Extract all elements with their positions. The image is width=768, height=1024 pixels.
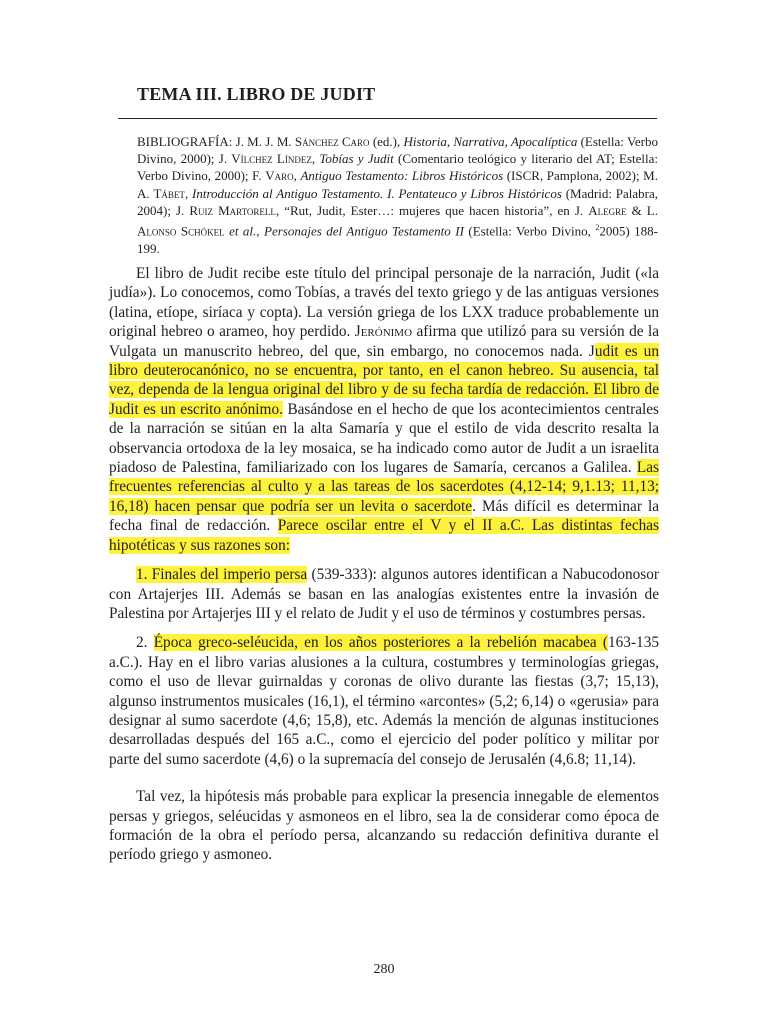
biblio-text: , xyxy=(184,185,193,201)
biblio-text: (Madrid: Palabra, 2004); J. xyxy=(137,185,659,218)
biblio-text: 2005) 188-199. xyxy=(137,223,658,256)
biblio-text: (Comentario teológico y literario del AT; Estella: Verbo Divino, 2000); F. xyxy=(137,151,659,184)
title-divider xyxy=(118,118,657,119)
biblio-author: Ruiz Martorell xyxy=(189,202,276,218)
page-number: 280 xyxy=(373,962,395,977)
biblio-text: & L. xyxy=(626,202,659,218)
biblio-author: Varo xyxy=(265,168,294,184)
biblio-author: Tábet xyxy=(153,185,185,201)
bibliography-label: BIBLIOGRAFÍA: xyxy=(137,134,233,149)
body-text: Basándose en el hecho de que los acontecimientos centrales de la narración se sitúan en la alta Samaría y que el estilo de vida descrito resalta la observancia ortodoxa de la ley mosaica, se ha indicado como autor de Judit a un israelita piadoso de Palestina, familiarizado con los lugares de Samaría, cercanos a Galilea. xyxy=(109,400,660,477)
main-text xyxy=(109,264,659,865)
biblio-author: Alegre xyxy=(588,202,627,218)
author-name: Jerónimo xyxy=(354,323,413,341)
biblio-text: , “Rut, Judit, Ester…: mujeres que hacen historia”, en J. xyxy=(275,202,589,218)
chapter-title: TEMA III. LIBRO DE JUDIT xyxy=(137,84,376,104)
highlighted-text: Las frecuentes referencias al culto y a las tareas de los sacerdotes (4,12-14; 9,1.13; 11,13; 16,18) hacen pensar que podría ser un levita o sacerdote xyxy=(109,459,659,515)
paragraph-hypothesis-1 xyxy=(109,565,659,623)
biblio-author: Alonso Schökel xyxy=(137,223,225,239)
biblio-text: , xyxy=(256,223,265,239)
biblio-text: , xyxy=(311,151,320,167)
body-text: 2. xyxy=(136,634,154,652)
highlighted-text: udit es un libro deuterocanónico, no se encuentra, por tanto, en el canon hebreo. Su ausencia, tal vez, dependa de la lengua original del libro y de su fecha tardía de redacción. El libro de Judit es un escrito anónimo. xyxy=(109,342,659,418)
biblio-book-title: Tobías y Judit xyxy=(319,151,394,167)
biblio-text: (ISCR, Pamplona, 2002); M. A. xyxy=(137,168,658,201)
biblio-book-title: Antiguo Testamento: Libros Históricos xyxy=(300,168,504,184)
paragraph-hypothesis-2 xyxy=(109,633,659,769)
biblio-book-title: Personajes del Antiguo Testamento II xyxy=(264,223,464,239)
body-text: . Más difícil es determinar la fecha final de redacción. xyxy=(109,497,659,535)
biblio-text: (ed.), xyxy=(372,134,404,149)
biblio-text: (Estella: Verbo Divino, 2000); J. xyxy=(137,134,658,167)
biblio-text: , xyxy=(293,168,301,184)
body-text: El libro de Judit recibe este título del principal personaje de la narración, Judit («la judía»). Lo conocemos, como Tobías, a través del texto griego y de las antiguas versiones (latina, etíope, siríaca y copta). La versión griega de los LXX traduce probablemente un original hebreo o arameo, hoy perdido. xyxy=(109,265,659,341)
body-text: (539-333): algunos autores identifican a Nabucodonosor con Artajerjes III. Además se basan en las analogías existentes entre la invasión de Palestina por Artajerjes III y el relato de Judit y el uso de términos y costumbres persas. xyxy=(109,566,660,622)
biblio-author: J. M. Sánchez Caro xyxy=(265,134,370,149)
biblio-book-title: Historia, Narrativa, Apocalíptica xyxy=(403,134,578,149)
body-text: 163-135 a.C.). Hay en el libro varias alusiones a la cultura, costumbres y terminologías griegas, como el uso de llevar guirnaldas y coronas de olivo durante las fiestas (3,7; 15,13), algunso instrumentos musicales (16,1), el término «arcontes» (5,2; 6,14) o «gerusia» para designar al sumo sacerdote (4,6; 15,8), etc. Además la mención de algunas instituciones desarrolladas después del 165 a.C., como el ejercicio del poder político y militar por parte del sumo sacerdote (4,6) o la supremacía del consejo de Jerusalén (4,6.8; 11,14). xyxy=(109,634,659,768)
paragraph-intro xyxy=(109,264,659,555)
highlighted-text: Parece oscilar entre el V y el II a.C. Las distintas fechas hipotéticas y sus razones son: xyxy=(109,517,659,554)
biblio-text: (Estella: Verbo Divino, xyxy=(463,223,596,239)
body-text: afirma que utilizó para su versión de la Vulgata un manuscrito hebreo, del que, sin embargo, no conocemos nada. J xyxy=(109,323,659,360)
biblio-etal: et al. xyxy=(224,223,257,239)
edition-superscript: 2 xyxy=(595,223,600,233)
biblio-book-title: Introducción al Antiguo Testamento. I. Pentateuco y Libros Históricos xyxy=(192,185,562,201)
bibliography: BIBLIOGRAFÍA: J. M. J. M. Sánchez Caro (ed.), Historia, Narrativa, Apocalíptica (Estella: Verbo Divino, 2000); J. Vílchez Líndez, Tobías y Judit (Comentario teológico y literario del AT; Estella: Verbo Divino, 2000); F. Varo, Antiguo Testamento: Libros Históricos (ISCR, Pamplona, 2002); M. A. Tábet, Introducción al Antiguo Testamento. I. Pentateuco y Libros Históricos (Madrid: Palabra, 2004); J. Ruiz Martorell, “Rut, Judit, Ester…: mujeres que hacen historia”, en J. Alegre & L. Alonso Schökel et al., Personajes del Antiguo Testamento II (Estella: Verbo Divino, $^2$2005) 188-199. xyxy=(137,134,659,256)
paragraph-conclusion: Tal vez, la hipótesis más probable para explicar la presencia innegable de elementos persas y griegos, seléucidas y asmoneos en el libro, sea la de considerar como época de formación de la obra el período persa, alcanzando su redacción definitiva durante el período griego y asmoneo. xyxy=(109,788,659,864)
highlighted-text: Época greco-seléucida, en los años posteriores a la rebelión macabea ( xyxy=(153,634,608,652)
highlighted-text: 1. Finales del imperio persa xyxy=(136,566,308,584)
biblio-author: Vílchez Líndez xyxy=(231,151,312,167)
